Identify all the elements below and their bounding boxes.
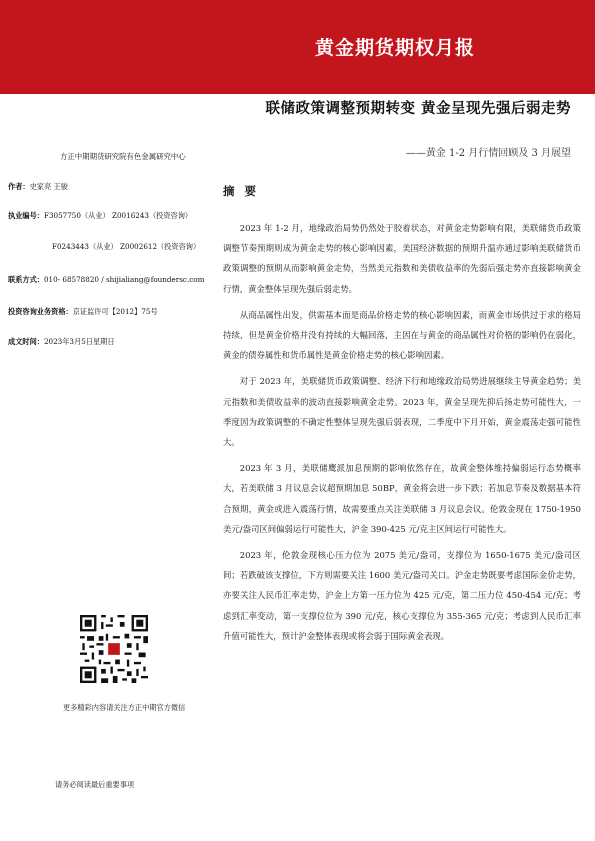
sidebar xyxy=(0,140,215,841)
authors-row xyxy=(8,182,68,192)
license-value-1: F3057750（从业） Z0016243（投资咨询） xyxy=(43,211,193,220)
abstract-heading: 摘 要 xyxy=(223,184,260,198)
disclaimer-notice: 请务必阅读最后重要事项 xyxy=(55,780,135,789)
abstract-paragraph: 从商品属性出发，供需基本面是商品价格走势的核心影响因素，而黄金市场供过于求的格局持续，但是黄金价格并没有持续的大幅回落，主因在与黄金的商品属性对价格的影响仍在弱化，黄金的债券属性和货币属性是黄金价格走势的核心影响因素。 xyxy=(223,309,581,361)
contact-value: 010- 68578820 / shijialiang@foundersc.com xyxy=(43,275,205,284)
abstract-paragraph: 2023 年，伦敦金现核心压力位为 2075 美元/盎司，支撑位为 1650-1675 美元/盎司区间；若跌破该支撑位，下方则需要关注 1600 美元/盎司关口。沪金走势既要考虑国际金价走势，亦要关注人民币汇率走势，沪金上方第一压力位为 425 元/克，第二压力位 450-454 元/克；考虑到汇率变动，第一支撑位位为 390 元/克，核心支撑位为 355-365 元/克；考虑到人民币汇率升值可能性大，预计沪金整体表现或将会弱于国际黄金表现。 xyxy=(223,550,581,641)
abstract-paragraph: 对于 2023 年，美联储货币政策调整、经济下行和地缘政治局势进展继续主导黄金趋势；美元指数和美债收益率的波动直接影响黄金走势。2023 年，黄金呈现先抑后扬走势可能性大，一季度因为政策调整的不确定性整体呈现先强后弱表现，二季度中下月开始，黄金震荡走强可能性大。 xyxy=(223,376,581,448)
abstract-paragraph: 2023 年 3 月，美联储鹰派加息预期的影响依然存在，故黄金整体维持偏弱运行态势概率大，若美联储 3 月议息会议超预期加息 50BP，黄金将会进一步下跌；若加息节奏及数据基本符合预期，黄金或进入震荡行情，故需要重点关注美联储 3 月议息会议。伦敦金现在 1750-1950 美元/盎司区间偏弱运行可能性大，沪金 390-425 元/克主区间运行可能性大。 xyxy=(223,463,581,534)
abstract-body xyxy=(223,218,581,652)
date-value: 2023年3月5日星期日 xyxy=(43,337,115,346)
license-row-2 xyxy=(52,242,200,252)
permit-row xyxy=(8,307,158,317)
contact-label: 联系方式： xyxy=(8,275,44,284)
header-banner xyxy=(0,0,595,94)
report-title: 联储政策调整预期转变 黄金呈现先强后弱走势 xyxy=(265,100,571,117)
license-value-2: F0243443（从业） Z0002612（投资咨询） xyxy=(52,242,201,251)
date-label: 成文时间： xyxy=(8,337,44,346)
authors-label: 作者： xyxy=(8,182,30,191)
qr-code-icon xyxy=(80,615,148,683)
permit-value: 京证监许可【2012】75号 xyxy=(72,307,158,316)
license-row xyxy=(8,211,192,221)
authors-value: 史家亮 王骏 xyxy=(29,182,68,191)
permit-label: 投资咨询业务资格： xyxy=(8,307,73,316)
license-label: 执业编号： xyxy=(8,211,44,220)
research-center: 方正中期期货研究院有色金属研究中心 xyxy=(60,152,186,161)
report-series-title: 黄金期货期权月报 xyxy=(314,37,475,59)
date-row xyxy=(8,337,115,347)
qr-caption: 更多精彩内容请关注方正中期官方微信 xyxy=(63,703,186,712)
contact-row xyxy=(8,275,204,285)
report-subtitle: ——黄金 1-2 月行情回顾及 3 月展望 xyxy=(405,148,571,159)
abstract-paragraph: 2023 年 1-2 月，地缘政治局势仍然处于胶着状态，对黄金走势影响有限，美联储货币政策调整节奏预期则成为黄金走势的核心影响因素，美国经济数据的预期升温亦通过影响美联储货币政策调整的预期从而影响黄金走势，当然美元指数和美债收益率的先弱后强走势亦直接影响黄金行情，黄金整体呈现先强后弱走势。 xyxy=(223,223,581,294)
